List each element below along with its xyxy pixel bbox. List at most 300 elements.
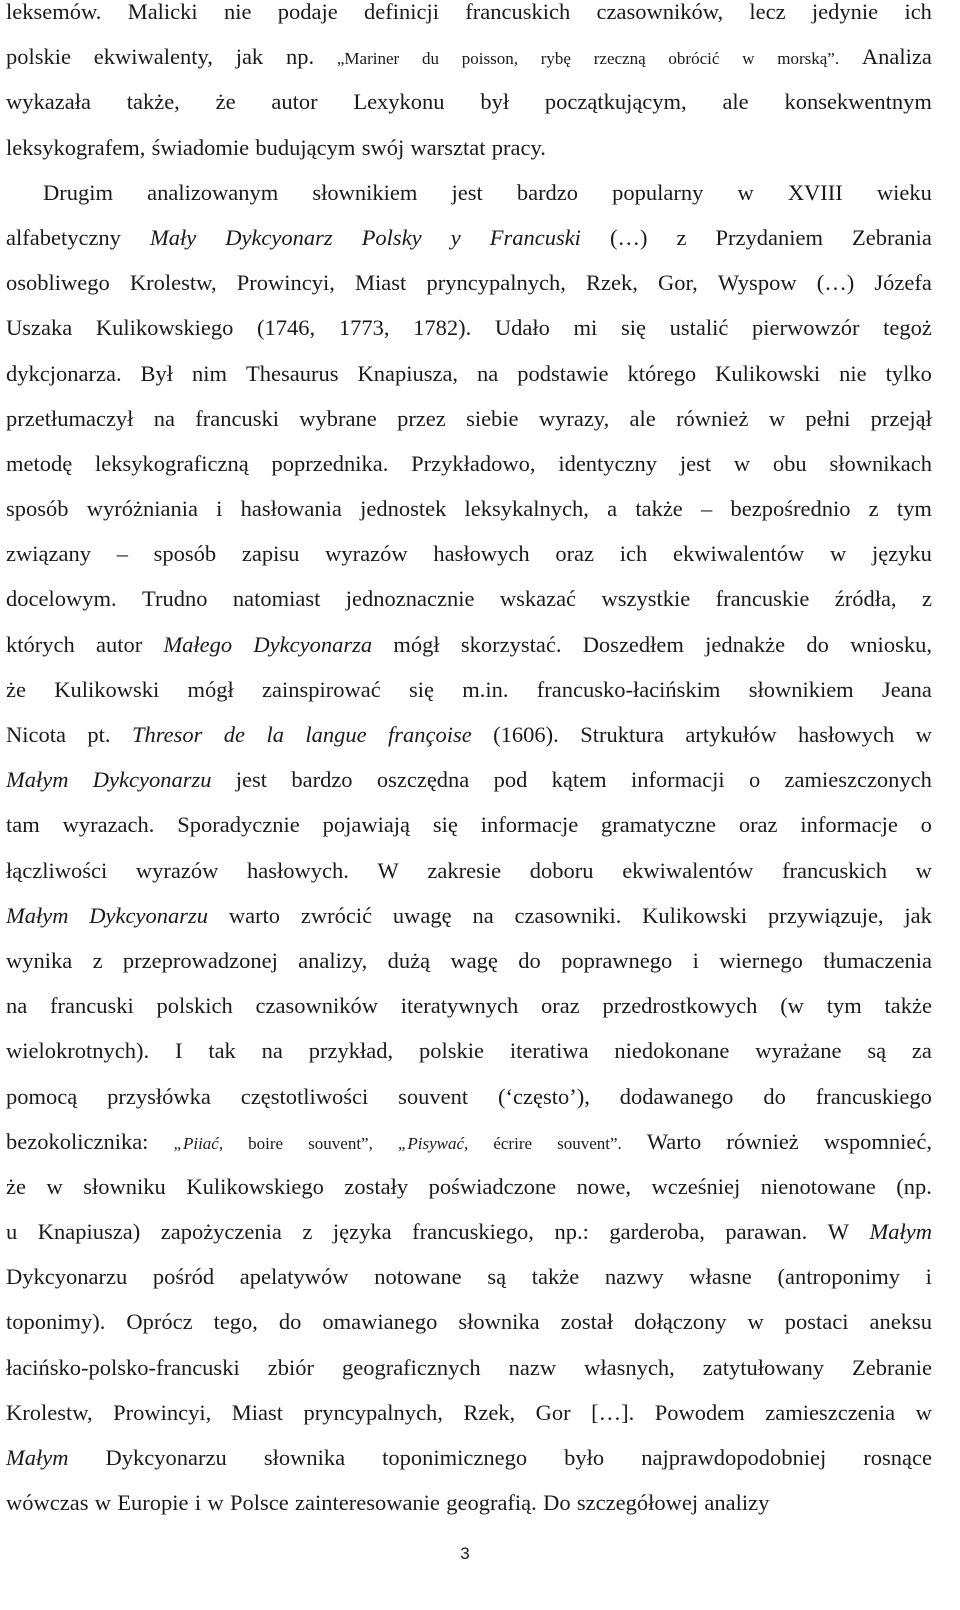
word: Dykcyonarzu bbox=[105, 1445, 227, 1470]
word: Drugim bbox=[43, 179, 113, 205]
word: jednakże bbox=[705, 631, 786, 657]
word: w bbox=[46, 1173, 63, 1199]
word: za bbox=[911, 1038, 932, 1064]
word: rzeczną bbox=[593, 49, 646, 69]
word: boire bbox=[248, 1133, 284, 1153]
word: tłumaczenia bbox=[823, 947, 932, 973]
word: Prowincyi, bbox=[113, 1399, 212, 1425]
word: Gor, bbox=[658, 270, 698, 296]
text-line bbox=[6, 305, 932, 350]
word: docelowym. bbox=[6, 586, 117, 612]
word: do bbox=[763, 1083, 786, 1109]
word: pod bbox=[493, 767, 528, 793]
word: écrire bbox=[493, 1133, 533, 1153]
word: się bbox=[432, 812, 458, 838]
word: Francuski bbox=[489, 224, 581, 250]
word: również bbox=[726, 1128, 799, 1154]
word: tak bbox=[208, 1038, 236, 1064]
word: było bbox=[564, 1445, 605, 1470]
word: przedrostkowych bbox=[602, 993, 758, 1019]
word: którego bbox=[627, 360, 697, 386]
text-line bbox=[6, 576, 932, 621]
word: jednoznacznie bbox=[345, 586, 475, 612]
word: wyrazy, bbox=[538, 405, 610, 431]
word: sposób bbox=[153, 541, 217, 567]
word: leksykograficzną bbox=[95, 450, 249, 476]
word: Był bbox=[140, 360, 174, 386]
word: został bbox=[560, 1309, 614, 1335]
text-line bbox=[6, 848, 932, 893]
word: francuskie bbox=[715, 586, 810, 612]
word: pracy. bbox=[491, 134, 546, 160]
word: wszystkie bbox=[601, 586, 691, 612]
word: Oprócz bbox=[126, 1309, 193, 1335]
word: bezokolicznika: bbox=[6, 1128, 149, 1154]
word: zainspirować bbox=[262, 676, 381, 702]
text-line bbox=[6, 667, 932, 712]
word: Krolestw, bbox=[129, 270, 217, 296]
word: przetłumaczył bbox=[6, 405, 134, 431]
word: rosnące bbox=[863, 1445, 932, 1470]
word: – bbox=[116, 541, 128, 567]
word: wniosku, bbox=[850, 631, 932, 657]
word: zwrócić bbox=[300, 902, 373, 928]
word: o bbox=[920, 812, 932, 838]
word: czasowniki. bbox=[514, 902, 622, 928]
word: Powodem bbox=[654, 1399, 745, 1425]
word: poprzednika. bbox=[271, 450, 389, 476]
word: swój bbox=[361, 134, 405, 160]
word: aneksu bbox=[869, 1309, 932, 1335]
word: Miast bbox=[231, 1399, 284, 1425]
word: souvent”. bbox=[557, 1133, 622, 1153]
word: na bbox=[6, 993, 28, 1019]
word: (w bbox=[780, 993, 804, 1019]
word: źródła, bbox=[834, 586, 897, 612]
text-line bbox=[6, 1028, 932, 1073]
word: zamieszczonych bbox=[784, 767, 932, 793]
word: Warto bbox=[646, 1128, 702, 1154]
word: są bbox=[487, 1264, 507, 1290]
word: także bbox=[635, 496, 683, 522]
word: w bbox=[207, 1490, 224, 1516]
word: Trudno bbox=[142, 586, 208, 612]
word: françoise bbox=[388, 722, 472, 747]
word: przeprowadzonej bbox=[122, 947, 278, 973]
word: Małym bbox=[6, 1445, 69, 1470]
word: na bbox=[153, 405, 175, 431]
word: ale bbox=[722, 89, 749, 115]
word: był bbox=[480, 89, 510, 115]
word: wagę bbox=[450, 947, 498, 973]
word: Mały bbox=[149, 224, 197, 250]
word: pomocą bbox=[6, 1083, 78, 1109]
word: w bbox=[915, 857, 932, 883]
word: słowniku bbox=[83, 1173, 166, 1199]
word: tego, bbox=[213, 1309, 258, 1335]
text-line bbox=[6, 712, 932, 757]
word: dykcjonarza. bbox=[6, 360, 122, 386]
word: zainteresowanie bbox=[295, 1490, 440, 1516]
word: i bbox=[925, 1264, 932, 1290]
word: związany bbox=[6, 541, 91, 567]
word: osobliwego bbox=[6, 270, 110, 296]
word: zamieszczenia bbox=[765, 1399, 896, 1425]
word: nowe, bbox=[576, 1173, 631, 1199]
word: pojawiają bbox=[322, 812, 411, 838]
word: la bbox=[266, 722, 284, 747]
word: autor bbox=[271, 89, 318, 115]
word: garderoba, bbox=[609, 1219, 705, 1245]
word: dołączony bbox=[634, 1309, 727, 1335]
word: ekwiwalenty, bbox=[93, 44, 213, 70]
word: słownikiem bbox=[748, 676, 854, 702]
text-line bbox=[6, 1345, 932, 1390]
word: hasłowych bbox=[798, 722, 895, 747]
word: toponimy). bbox=[6, 1309, 106, 1335]
word: Zebranie bbox=[852, 1354, 932, 1380]
word: leksemów. bbox=[6, 0, 102, 24]
text-line bbox=[6, 170, 932, 215]
word: iteratywnych bbox=[400, 993, 519, 1019]
word: również bbox=[676, 405, 749, 431]
word: (antroponimy bbox=[777, 1264, 900, 1290]
word: analizy bbox=[704, 1490, 770, 1516]
word: notowane bbox=[374, 1264, 462, 1290]
word: łacińsko-polsko-francuski bbox=[6, 1354, 240, 1380]
word: poprawnego bbox=[561, 947, 673, 973]
word: czasowników bbox=[255, 993, 378, 1019]
word: tym bbox=[826, 993, 862, 1019]
word: podstawie bbox=[517, 360, 609, 386]
word: Kulikowski bbox=[715, 360, 821, 386]
word: Lexykonu bbox=[353, 89, 445, 115]
word: autor bbox=[95, 631, 143, 657]
word: sposób bbox=[6, 496, 69, 522]
word: oraz bbox=[540, 993, 580, 1019]
word: ich bbox=[619, 541, 648, 567]
word: toponimicznego bbox=[382, 1445, 528, 1470]
word: (…) bbox=[609, 224, 648, 250]
word: Józefa bbox=[874, 270, 932, 296]
word: się bbox=[408, 676, 434, 702]
word: souvent bbox=[398, 1083, 469, 1109]
word: jak bbox=[235, 44, 264, 70]
word: pełni bbox=[805, 405, 851, 431]
word: o bbox=[748, 767, 761, 793]
text-line bbox=[6, 1119, 932, 1164]
text-line bbox=[6, 757, 932, 802]
word: bardzo bbox=[516, 179, 579, 205]
word: zakresie bbox=[427, 857, 502, 883]
word: iteratiwa bbox=[509, 1038, 589, 1064]
word: zbiór bbox=[267, 1354, 314, 1380]
word: na bbox=[477, 360, 499, 386]
word: Knapiusza) bbox=[37, 1219, 141, 1245]
word: wybrane bbox=[299, 405, 377, 431]
word: Gor bbox=[535, 1399, 571, 1425]
word: w bbox=[768, 405, 786, 431]
word: słownikiem bbox=[312, 179, 418, 205]
word: budującym bbox=[255, 134, 356, 160]
word: Uszaka bbox=[6, 315, 73, 341]
word: w bbox=[733, 450, 751, 476]
word: wykazała bbox=[6, 89, 91, 115]
word: (1746, bbox=[257, 315, 316, 341]
word: apelatywów bbox=[239, 1264, 349, 1290]
word: także bbox=[884, 993, 932, 1019]
word: niedokonane bbox=[614, 1038, 730, 1064]
word: Knapiusza, bbox=[357, 360, 459, 386]
word: przez bbox=[397, 405, 446, 431]
text-line bbox=[6, 1299, 932, 1344]
word: informacje bbox=[800, 812, 898, 838]
text-line bbox=[6, 260, 932, 305]
word: świadomie bbox=[151, 134, 250, 160]
word: uwagę bbox=[392, 902, 452, 928]
word: przykład, bbox=[308, 1038, 394, 1064]
word: szczegółowej bbox=[576, 1490, 699, 1516]
word: natomiast bbox=[232, 586, 321, 612]
word: wynika bbox=[6, 947, 73, 973]
word: Polsky bbox=[361, 224, 422, 250]
word: konsekwentnym bbox=[784, 89, 932, 115]
word: de bbox=[223, 722, 246, 747]
word: „Pisywać, bbox=[397, 1133, 469, 1153]
word: kątem bbox=[551, 767, 607, 793]
word: Kulikowskiego bbox=[95, 315, 234, 341]
word: gramatyczne bbox=[601, 812, 716, 838]
word: francuskiego, bbox=[412, 1219, 534, 1245]
word: geograficznych bbox=[341, 1354, 481, 1380]
word: się bbox=[620, 315, 646, 341]
word: jest bbox=[235, 767, 268, 793]
word: 1782). bbox=[413, 315, 472, 341]
word: wyrazach. bbox=[62, 812, 155, 838]
word: są bbox=[867, 1038, 887, 1064]
word: „Piiać, bbox=[173, 1133, 224, 1153]
text-line bbox=[6, 622, 932, 667]
word: z bbox=[676, 224, 687, 250]
word: i bbox=[692, 947, 699, 973]
word: oraz bbox=[738, 812, 778, 838]
word: Prowincyi, bbox=[236, 270, 335, 296]
word: „Mariner bbox=[336, 49, 400, 69]
text-line bbox=[6, 351, 932, 396]
word: przysłówka bbox=[107, 1083, 211, 1109]
word: Malicki bbox=[127, 0, 198, 24]
text-line bbox=[6, 1435, 932, 1480]
word: francuski bbox=[195, 405, 279, 431]
word: informacje bbox=[480, 812, 579, 838]
word: […]. bbox=[591, 1399, 635, 1425]
word: w bbox=[915, 722, 932, 747]
word: Wyspow bbox=[717, 270, 797, 296]
word: wyrażane bbox=[755, 1038, 842, 1064]
word: postaci bbox=[784, 1309, 849, 1335]
word: własne bbox=[689, 1264, 752, 1290]
word: informacji bbox=[630, 767, 725, 793]
word: 1773, bbox=[338, 315, 390, 341]
word: oszczędna bbox=[376, 767, 470, 793]
word: częstotliwości bbox=[240, 1083, 369, 1109]
word: mógł bbox=[187, 676, 234, 702]
word: wyrazów bbox=[135, 857, 219, 883]
word: polskie bbox=[6, 44, 71, 70]
word: Dykcyonarzu bbox=[6, 1264, 128, 1290]
word: Rzek, bbox=[586, 270, 638, 296]
word: alfabetyczny bbox=[6, 224, 121, 250]
text-line bbox=[6, 938, 932, 983]
word: I bbox=[174, 1038, 183, 1064]
word: W bbox=[827, 1219, 849, 1245]
word: hasłowania bbox=[240, 496, 342, 522]
word: i bbox=[216, 496, 223, 522]
text-line bbox=[6, 1164, 932, 1209]
word: francuskich bbox=[465, 0, 571, 24]
word: mi bbox=[573, 315, 598, 341]
word: że bbox=[6, 1173, 26, 1199]
word: łączliwości bbox=[6, 857, 108, 883]
word: Jeana bbox=[881, 676, 932, 702]
word: w bbox=[94, 1490, 112, 1516]
word: pierwowzór bbox=[752, 315, 860, 341]
word: Nicota bbox=[6, 722, 66, 747]
word: np. bbox=[285, 44, 315, 70]
word: z bbox=[302, 1219, 313, 1245]
word: hasłowych. bbox=[247, 857, 349, 883]
word: Doszedłem bbox=[582, 631, 684, 657]
word: oraz bbox=[555, 541, 595, 567]
word: ekwiwalentów bbox=[622, 857, 754, 883]
word: dużą bbox=[387, 947, 431, 973]
word: słownika bbox=[458, 1309, 540, 1335]
word: Dykcyonarzu bbox=[92, 767, 212, 793]
word: polskich bbox=[156, 993, 233, 1019]
word: warsztat bbox=[410, 134, 486, 160]
word: (‘często’), bbox=[498, 1083, 590, 1109]
word: zapożyczenia bbox=[160, 1219, 282, 1245]
word: Przydaniem bbox=[715, 224, 823, 250]
word: leksykalnych, bbox=[464, 496, 589, 522]
word: słownika bbox=[263, 1445, 346, 1470]
word: geografią. bbox=[446, 1490, 537, 1516]
text-line bbox=[6, 1254, 932, 1299]
word: np.: bbox=[554, 1219, 589, 1245]
word: analizowanym bbox=[147, 179, 279, 205]
word: Do bbox=[543, 1490, 571, 1516]
word: ich bbox=[904, 0, 932, 24]
word: przywiązuje, bbox=[767, 902, 884, 928]
word: nie bbox=[839, 360, 867, 386]
word: wieku bbox=[876, 179, 932, 205]
text-line bbox=[6, 34, 932, 79]
word: rybę bbox=[540, 49, 571, 69]
word: francuskich bbox=[782, 857, 888, 883]
word: czasowników, bbox=[596, 0, 724, 24]
word: pryncypalnych, bbox=[426, 270, 566, 296]
word: których bbox=[6, 631, 75, 657]
word: polskie bbox=[418, 1038, 484, 1064]
word: Zebrania bbox=[851, 224, 932, 250]
word: (1606). bbox=[493, 722, 559, 747]
text-line bbox=[6, 531, 932, 576]
word: langue bbox=[305, 722, 367, 747]
word: popularny bbox=[612, 179, 704, 205]
word: języka bbox=[332, 1219, 392, 1245]
word: Dykcyonarza bbox=[253, 631, 373, 657]
text-line bbox=[6, 396, 932, 441]
text-line bbox=[6, 802, 932, 847]
word: Sporadycznie bbox=[177, 812, 300, 838]
word: przejął bbox=[870, 405, 932, 431]
word: pryncypalnych, bbox=[303, 1399, 443, 1425]
word: identyczny bbox=[558, 450, 658, 476]
word: ale bbox=[629, 405, 656, 431]
text-line bbox=[6, 1390, 932, 1435]
word: własnych, bbox=[584, 1354, 675, 1380]
word: poświadczone bbox=[428, 1173, 557, 1199]
word: do bbox=[278, 1309, 302, 1335]
word: tegoż bbox=[883, 315, 932, 341]
word: Polsce bbox=[229, 1490, 289, 1516]
word: tym bbox=[896, 496, 932, 522]
word: z bbox=[92, 947, 103, 973]
word: francuskiego bbox=[815, 1083, 932, 1109]
word: Analiza bbox=[861, 44, 932, 70]
word: w bbox=[747, 1309, 764, 1335]
word: wspomnieć, bbox=[823, 1128, 932, 1154]
word: du bbox=[421, 49, 439, 69]
word: podaje bbox=[277, 0, 338, 24]
word: nazw bbox=[508, 1354, 557, 1380]
word: Rzek, bbox=[463, 1399, 516, 1425]
word: Krolestw, bbox=[6, 1399, 93, 1425]
word: Europie bbox=[117, 1490, 189, 1516]
word: także bbox=[531, 1264, 580, 1290]
word: Kulikowskiego bbox=[186, 1173, 324, 1199]
word: jak bbox=[904, 902, 932, 928]
word: definicji bbox=[364, 0, 439, 24]
word: początkującym, bbox=[544, 89, 687, 115]
word: XVIII bbox=[787, 179, 843, 205]
word: obu bbox=[772, 450, 807, 476]
word: zatytułowany bbox=[702, 1354, 824, 1380]
word: Dykcyonarzu bbox=[89, 902, 209, 928]
word: (np. bbox=[896, 1173, 932, 1199]
word: najprawdopodobniej bbox=[641, 1445, 827, 1470]
text-line bbox=[6, 893, 932, 938]
word: do bbox=[806, 631, 829, 657]
word: także, bbox=[126, 89, 180, 115]
text-line bbox=[6, 1209, 932, 1254]
word: metodę bbox=[6, 450, 73, 476]
word: z bbox=[921, 586, 932, 612]
word: warto bbox=[228, 902, 281, 928]
word: Udało bbox=[494, 315, 550, 341]
text-line bbox=[6, 441, 932, 486]
word: wielokrotnych). bbox=[6, 1038, 150, 1064]
word: i bbox=[194, 1490, 202, 1516]
word: wiernego bbox=[719, 947, 803, 973]
word: nienotowane bbox=[760, 1173, 876, 1199]
word: – bbox=[701, 496, 713, 522]
word: skorzystać. bbox=[460, 631, 562, 657]
text-line bbox=[6, 1074, 932, 1119]
word: tam bbox=[6, 812, 40, 838]
word: y bbox=[450, 224, 461, 250]
word: ustalić bbox=[669, 315, 729, 341]
